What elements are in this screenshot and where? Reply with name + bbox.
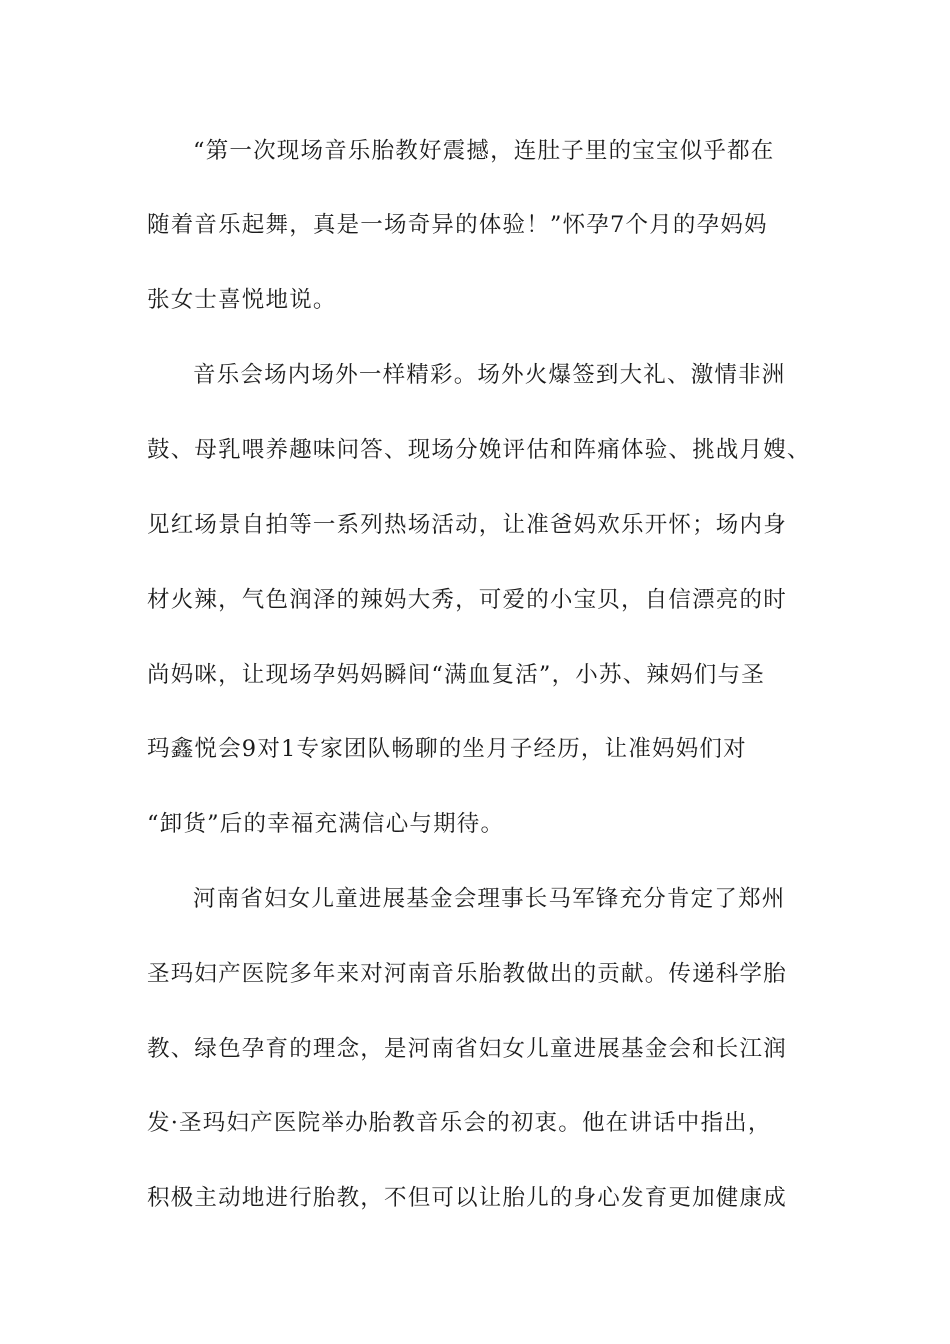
paragraph-1-line-2: 随着音乐起舞，真是一场奇异的体验！”怀孕7个月的孕妈妈 xyxy=(147,212,768,238)
paragraph-3-line-1: 河南省妇女儿童进展基金会理事长马军锋充分肯定了郑州 xyxy=(193,886,786,912)
paragraph-2-line-7: “卸货”后的幸福充满信心与期待。 xyxy=(147,811,505,837)
paragraph-1-line-1: “第一次现场音乐胎教好震撼，连肚子里的宝宝似乎都在 xyxy=(193,138,775,164)
paragraph-3-line-4: 发·圣玛妇产医院举办胎教音乐会的初衷。他在讲话中指出， xyxy=(147,1110,772,1136)
paragraph-2-line-2: 鼓、母乳喂养趣味问答、现场分娩评估和阵痛体验、挑战月嫂、 xyxy=(147,437,811,463)
paragraph-2-line-5: 尚妈咪，让现场孕妈妈瞬间“满血复活”，小苏、辣妈们与圣 xyxy=(147,662,765,688)
paragraph-2-line-1: 音乐会场内场外一样精彩。场外火爆签到大礼、激情非洲 xyxy=(193,362,786,388)
paragraph-2-line-4: 材火辣，气色润泽的辣妈大秀，可爱的小宝贝，自信漂亮的时 xyxy=(147,587,787,613)
paragraph-2-line-3: 见红场景自拍等一系列热场活动，让准爸妈欢乐开怀；场内身 xyxy=(147,512,787,538)
paragraph-3-line-2: 圣玛妇产医院多年来对河南音乐胎教做出的贡献。传递科学胎 xyxy=(147,961,787,987)
paragraph-1-line-3: 张女士喜悦地说。 xyxy=(147,287,337,313)
paragraph-3-line-5: 积极主动地进行胎教，不但可以让胎儿的身心发育更加健康成 xyxy=(147,1185,787,1211)
paragraph-2-line-6: 玛鑫悦会9对1专家团队畅聊的坐月子经历，让准妈妈们对 xyxy=(147,736,747,762)
paragraph-3-line-3: 教、绿色孕育的理念，是河南省妇女儿童进展基金会和长江润 xyxy=(147,1036,787,1062)
